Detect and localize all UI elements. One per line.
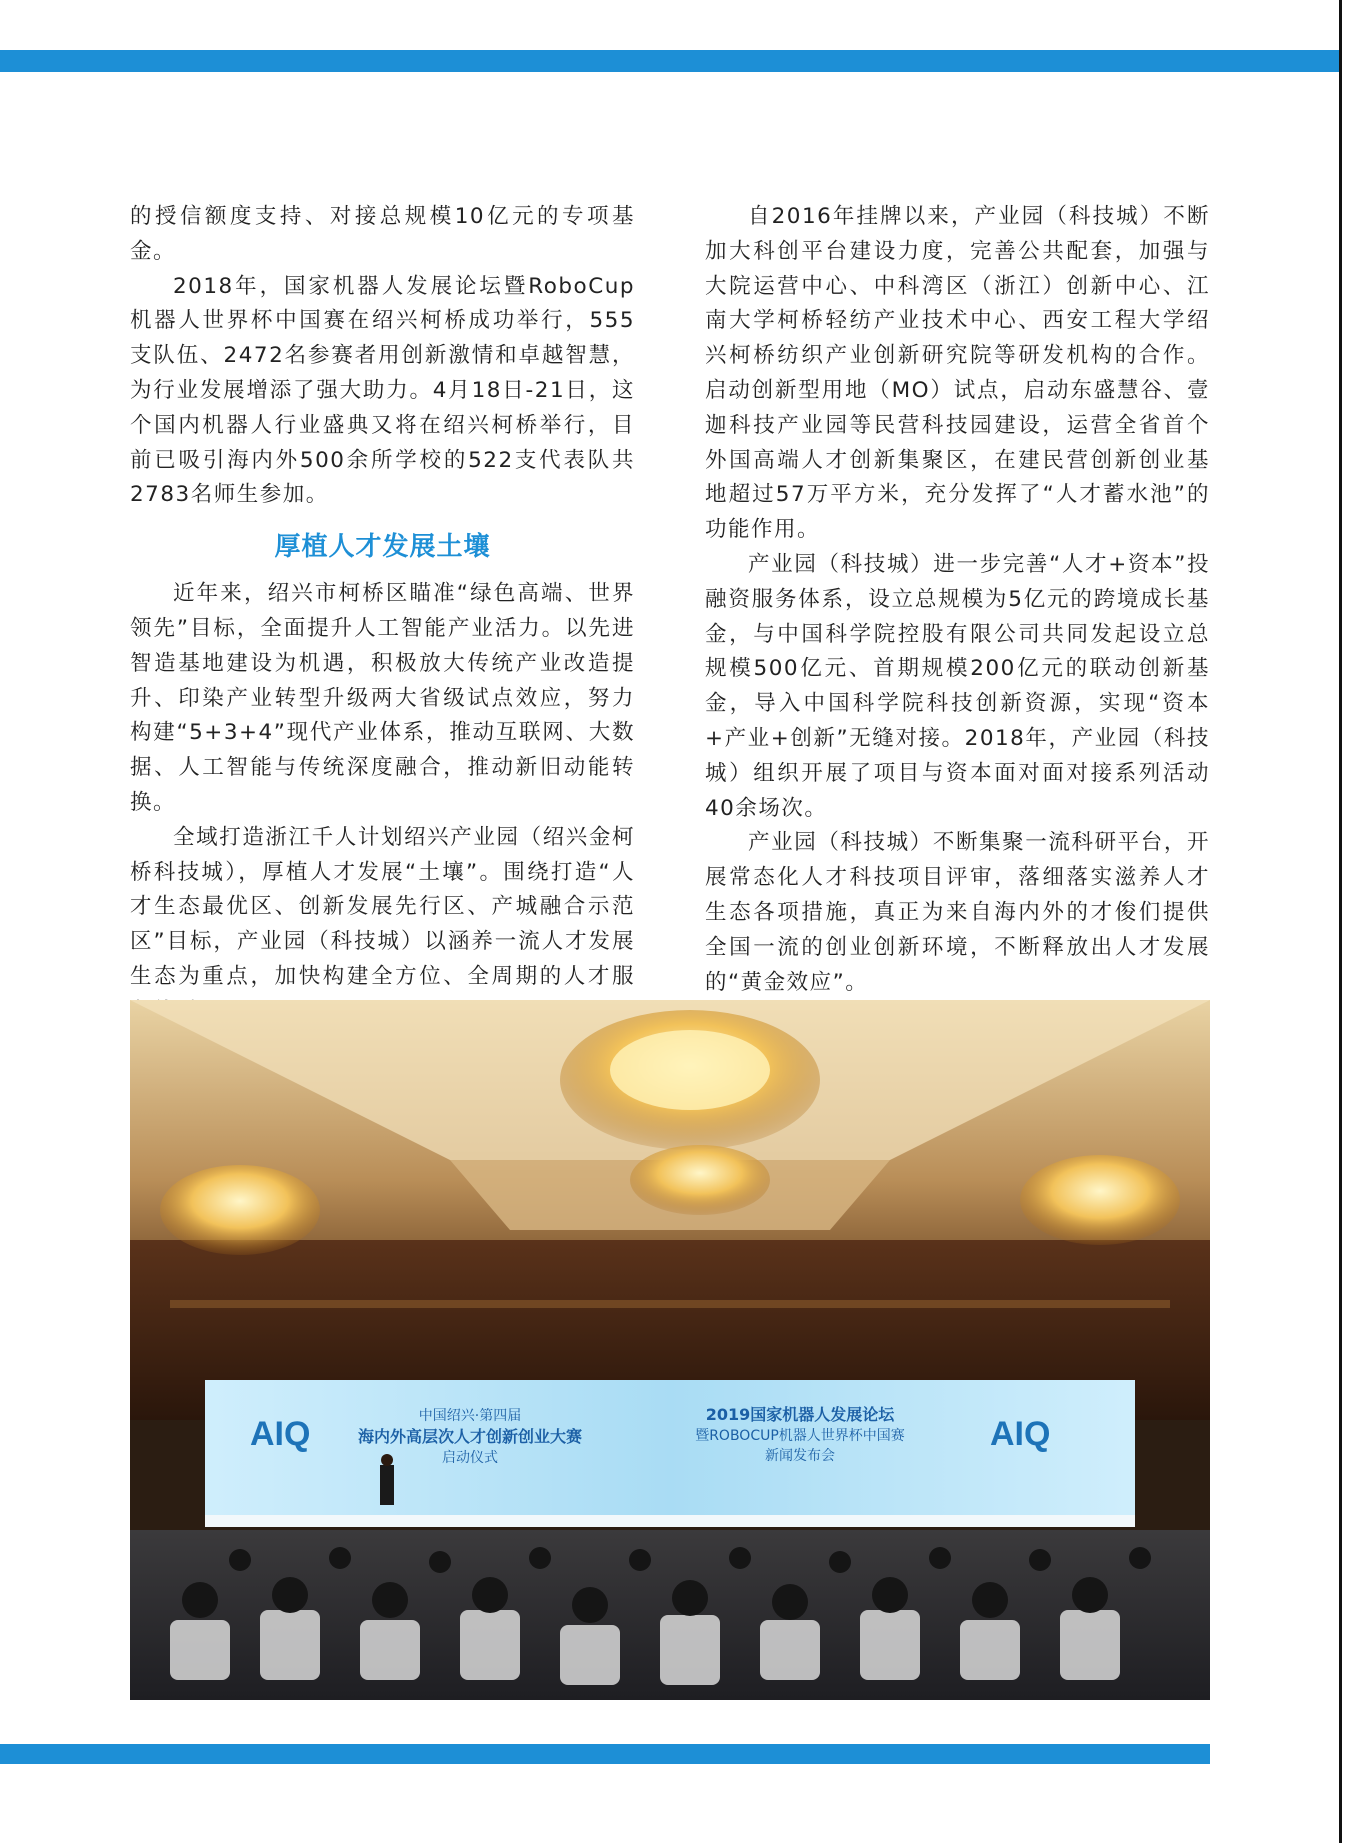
chandelier-icon bbox=[630, 1145, 770, 1215]
screen-left-line2: 海内外高层次人才创新创业大赛 bbox=[357, 1427, 583, 1446]
top-blue-band bbox=[0, 50, 1339, 72]
screen-right-line3: 新闻发布会 bbox=[765, 1448, 835, 1464]
speaker-figure bbox=[380, 1454, 394, 1505]
conference-photo bbox=[130, 1000, 1210, 1700]
screen-left-line1: 中国绍兴·第四届 bbox=[418, 1408, 522, 1424]
screen-right-line1: 2019国家机器人发展论坛 bbox=[705, 1405, 895, 1424]
screen-logo-right: AIQ bbox=[990, 1415, 1051, 1453]
chandelier-icon bbox=[160, 1165, 320, 1255]
chandelier-icon bbox=[560, 1010, 820, 1150]
left-paragraph-1: 的授信额度支持、对接总规模10亿元的专项基金。 bbox=[130, 204, 635, 264]
right-paragraph-3: 产业园（科技城）不断集聚一流科研平台，开展常态化人才科技项目评审，落细落实滋养人才生态各项措施，真正为来自海内外的才俊们提供全国一流的创业创新环境，不断释放出人才发展的“黄金效应”。 bbox=[705, 830, 1210, 995]
left-column bbox=[130, 200, 635, 1030]
right-paragraph-1: 自2016年挂牌以来，产业园（科技城）不断加大科创平台建设力度，完善公共配套，加强与大院运营中心、中科湾区（浙江）创新中心、江南大学柯桥轻纺产业技术中心、西安工程大学绍兴柯桥纺织产业创新研究院等研发机构的合作。启动创新型用地（MO）试点，启动东盛慧谷、壹迦科技产业园等民营科技园建设，运营全省首个外国高端人才创新集聚区，在建民营创新创业基地超过57万平方米，充分发挥了“人才蓄水池”的功能作用。 bbox=[705, 204, 1210, 543]
left-paragraph-2: 2018年，国家机器人发展论坛暨RoboCup机器人世界杯中国赛在绍兴柯桥成功举行，555支队伍、2472名参赛者用创新激情和卓越智慧，为行业发展增添了强大助力。4月18日-21日，这个国内机器人行业盛典又将在绍兴柯桥举行，目前已吸引海内外500余所学校的522支代表队共2783名师生参加。 bbox=[130, 273, 635, 508]
screen-right-line2: 暨ROBOCUP机器人世界杯中国赛 bbox=[695, 1428, 905, 1444]
page-edge-rule bbox=[1339, 0, 1342, 1843]
left-paragraph-4: 全域打造浙江千人计划绍兴产业园（绍兴金柯桥科技城），厚植人才发展“土壤”。围绕打造“人才生态最优区、创新发展先行区、产城融合示范区”目标，产业园（科技城）以涵养一流人才发展生态为重点，加快构建全方位、全周期的人才服 bbox=[130, 824, 635, 989]
bottom-blue-band bbox=[0, 1744, 1210, 1764]
screen-left-line3: 启动仪式 bbox=[442, 1450, 498, 1466]
right-column bbox=[705, 200, 1210, 1000]
section-heading: 厚植人才发展土壤 bbox=[274, 532, 491, 563]
chandelier-icon bbox=[1020, 1155, 1180, 1245]
left-paragraph-3: 近年来，绍兴市柯桥区瞄准“绿色高端、世界领先”目标，全面提升人工智能产业活力。以先进智造基地建设为机遇，积极放大传统产业改造提升、印染产业转型升级两大省级试点效应，努力构建“5+3+4”现代产业体系，推动互联网、大数据、人工智能与传统深度融合，推动新旧动能转换。 bbox=[130, 581, 635, 815]
screen-logo-left: AIQ bbox=[250, 1415, 311, 1453]
right-paragraph-2: 产业园（科技城）进一步完善“人才+资本”投融资服务体系，设立总规模为5亿元的跨境成长基金，与中国科学院控股有限公司共同发起设立总规模500亿元、首期规模200亿元的联动创新基金，导入中国科学院科技创新资源，实现“资本+产业+创新”无缝对接。2018年，产业园（科技城）组织开展了项目与资本面对面对接系列活动40余场次。 bbox=[705, 551, 1210, 821]
